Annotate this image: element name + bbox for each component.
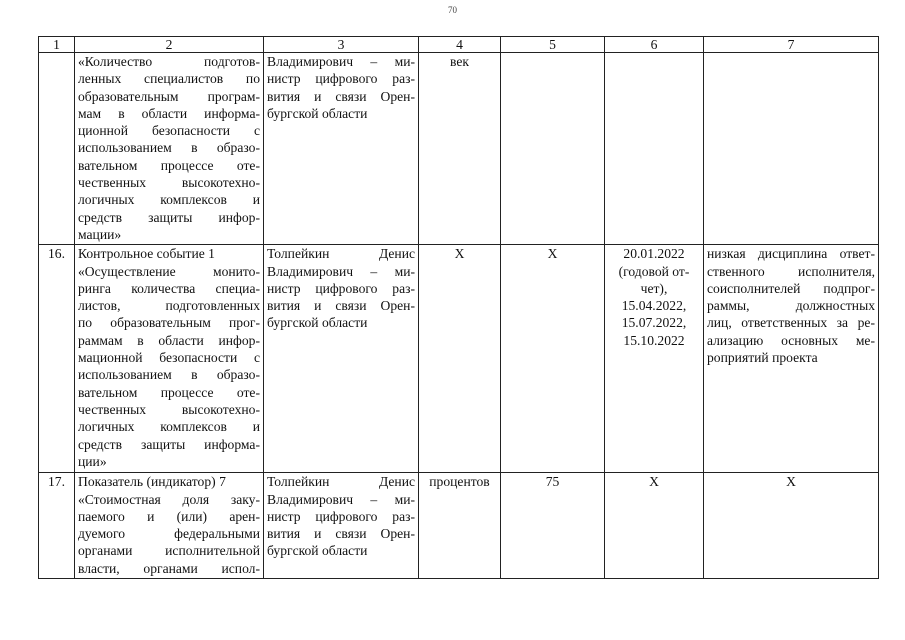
column-header: 6 bbox=[605, 37, 704, 53]
text-line: «Количество подготов- bbox=[78, 54, 260, 69]
text-line: «Стоимостная доля заку- bbox=[78, 491, 260, 507]
text-line: раммы, должностных bbox=[707, 298, 875, 314]
responsible-cell bbox=[264, 245, 419, 473]
text-line: логичных комплексов и bbox=[78, 419, 260, 435]
text-line: ции» bbox=[78, 453, 107, 469]
column-header: 3 bbox=[264, 37, 419, 53]
text-line: лиц, ответственных за ре- bbox=[707, 315, 875, 331]
text-line: «Осуществление монито- bbox=[78, 263, 260, 279]
unit-cell: процентов bbox=[419, 473, 501, 579]
text-line: чественных высокотехно- bbox=[78, 175, 260, 191]
date-line: 15.07.2022, bbox=[621, 315, 687, 331]
dates-cell bbox=[605, 53, 704, 245]
column-header: 1 bbox=[39, 37, 75, 53]
text-line: Владимирович – ми- bbox=[267, 54, 415, 69]
item-name-cell bbox=[75, 473, 264, 579]
dates-cell: Х bbox=[605, 473, 704, 579]
text-line: бургской области bbox=[267, 315, 368, 331]
responsible-cell bbox=[264, 473, 419, 579]
text-line: мации» bbox=[78, 226, 122, 242]
text-line: образовательным програм- bbox=[78, 88, 260, 104]
column-header: 4 bbox=[419, 37, 501, 53]
text-line: Толпейкин Денис bbox=[267, 246, 415, 262]
item-name-cell bbox=[75, 53, 264, 245]
risk-cell: Х bbox=[704, 473, 879, 579]
text-line: нистр цифрового раз- bbox=[267, 280, 415, 296]
item-name-cell bbox=[75, 245, 264, 473]
value-cell: Х bbox=[501, 245, 605, 473]
column-header: 5 bbox=[501, 37, 605, 53]
text-line: ализацию основных ме- bbox=[707, 332, 875, 348]
text-line: ринга количества специа- bbox=[78, 280, 260, 296]
text-line: ственного исполнителя, bbox=[707, 263, 875, 279]
date-line: 20.01.2022 bbox=[623, 246, 685, 262]
text-line: Контрольное событие 1 bbox=[78, 246, 215, 262]
text-line: нистр цифрового раз- bbox=[267, 71, 415, 87]
column-header: 2 bbox=[75, 37, 264, 53]
date-line: 15.10.2022 bbox=[623, 332, 685, 348]
text-line: дуемого федеральными bbox=[78, 526, 260, 542]
risk-cell bbox=[704, 245, 879, 473]
table-row bbox=[39, 245, 879, 473]
text-line: Владимирович – ми- bbox=[267, 263, 415, 279]
responsible-cell bbox=[264, 53, 419, 245]
date-line: (годовой от- bbox=[618, 263, 690, 279]
unit-cell: Х bbox=[419, 245, 501, 473]
text-line: использованием в образо- bbox=[78, 367, 260, 383]
row-number: 16. bbox=[39, 245, 75, 473]
text-line: вития и связи Орен- bbox=[267, 526, 415, 542]
risk-cell bbox=[704, 53, 879, 245]
text-line: ционной безопасности с bbox=[78, 123, 260, 139]
row-number: 17. bbox=[39, 473, 75, 579]
text-line: низкая дисциплина ответ- bbox=[707, 246, 875, 262]
row-number bbox=[39, 53, 75, 245]
text-line: по образовательным прог- bbox=[78, 315, 260, 331]
page-number: 70 bbox=[448, 5, 457, 15]
column-header: 7 bbox=[704, 37, 879, 53]
text-line: бургской области bbox=[267, 543, 368, 559]
text-line: раммам в области инфор- bbox=[78, 332, 260, 348]
text-line: листов, подготовленных bbox=[78, 298, 260, 314]
text-line: Показатель (индикатор) 7 bbox=[78, 474, 226, 490]
text-line: паемого и (или) арен- bbox=[78, 508, 260, 524]
text-line: ленных специалистов по bbox=[78, 71, 260, 87]
unit-cell: век bbox=[419, 53, 501, 245]
value-cell bbox=[501, 53, 605, 245]
dates-cell bbox=[605, 245, 704, 473]
value-cell: 75 bbox=[501, 473, 605, 579]
text-line: чественных высокотехно- bbox=[78, 401, 260, 417]
text-line: роприятий проекта bbox=[707, 350, 818, 366]
text-line: нистр цифрового раз- bbox=[267, 508, 415, 524]
text-line: вития и связи Орен- bbox=[267, 88, 415, 104]
text-line: средств защиты информа- bbox=[78, 436, 260, 452]
text-line: вательном процессе оте- bbox=[78, 384, 260, 400]
text-line: власти, органами испол- bbox=[78, 560, 260, 576]
text-line: Толпейкин Денис bbox=[267, 474, 415, 490]
text-line: использованием в образо- bbox=[78, 140, 260, 156]
table-row bbox=[39, 473, 879, 579]
text-line: Владимирович – ми- bbox=[267, 491, 415, 507]
text-line: бургской области bbox=[267, 105, 368, 121]
text-line: средств защиты инфор- bbox=[78, 209, 260, 225]
date-line: 15.04.2022, bbox=[621, 298, 687, 314]
text-line: мам в области информа- bbox=[78, 105, 260, 121]
text-line: соисполнителей подпрог- bbox=[707, 280, 875, 296]
text-line: мационной безопасности с bbox=[78, 350, 260, 366]
date-line: чет), bbox=[640, 280, 668, 296]
document-table bbox=[38, 36, 879, 579]
header-row bbox=[39, 37, 879, 53]
table-row bbox=[39, 53, 879, 245]
text-line: вития и связи Орен- bbox=[267, 298, 415, 314]
text-line: органами исполнительной bbox=[78, 543, 260, 559]
text-line: логичных комплексов и bbox=[78, 192, 260, 208]
text-line: вательном процессе оте- bbox=[78, 157, 260, 173]
